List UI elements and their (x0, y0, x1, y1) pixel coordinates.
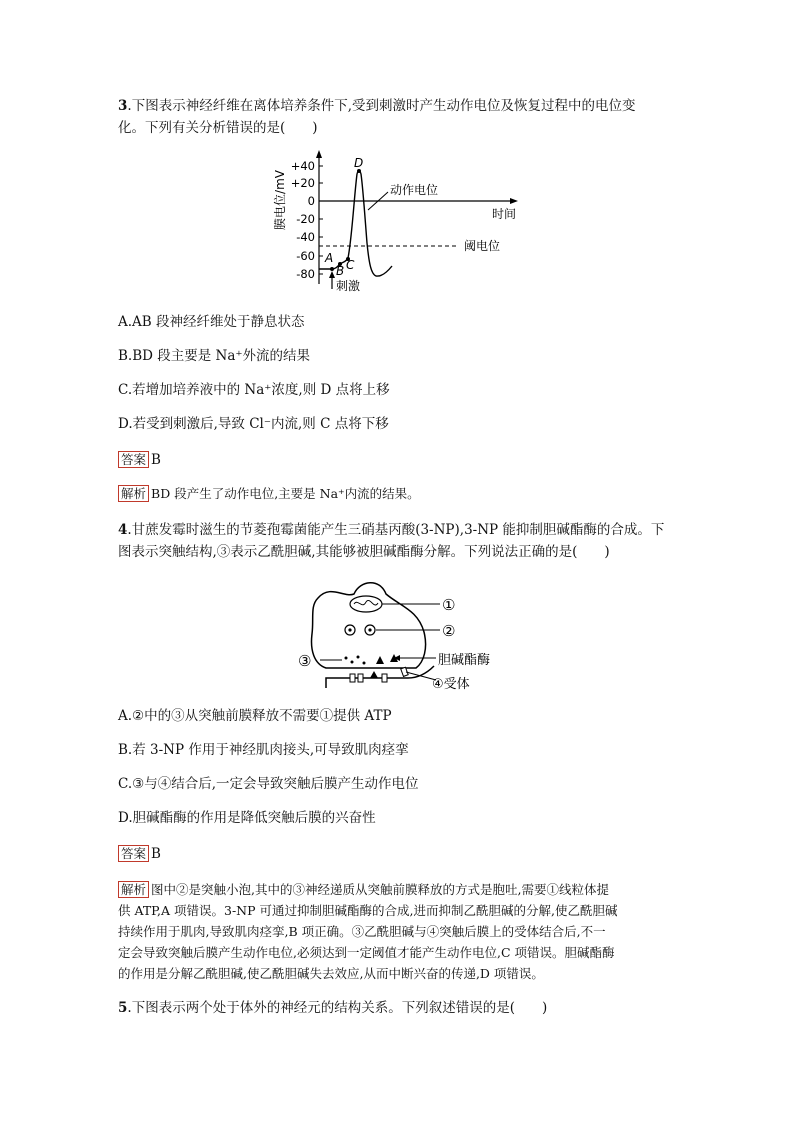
q4-answer-row (118, 844, 161, 864)
q3-stem-line2: 化。下列有关分析错误的是( ) (118, 120, 318, 136)
q4-explain-line3: 持续作用于肌肉,导致肌肉痉挛,B 项正确。③乙酰胆碱与④突触后膜上的受体结合后,不一 (118, 924, 606, 939)
q4-explain-line2: 供 ATP,A 项错误。3-NP 可通过抑制胆碱酯酶的合成,进而抑制乙酰胆碱的分解,使乙酰胆碱 (118, 903, 618, 918)
q3-ylabel: 膜电位/mV (273, 170, 287, 230)
q3-threshold-label: 阈电位 (464, 239, 501, 253)
q3-option-c: C.若增加培养液中的 Na⁺浓度,则 D 点将上移 (118, 382, 390, 398)
q5-stem-line1: 5.下图表示两个处于体外的神经元的结构关系。下列叙述错误的是( ) (118, 1000, 548, 1016)
q3-tick-p40: +40 (290, 159, 315, 173)
q3-point-a: A (325, 251, 334, 265)
q4-label-receptor: ④受体 (432, 677, 470, 692)
q4-explain-line5: 的作用是分解乙酰胆碱,使乙酰胆碱失去效应,从而中断兴奋的传递,D 项错误。 (118, 966, 544, 981)
q4-option-c: C.③与④结合后,一定会导致突触后膜产生动作电位 (118, 776, 419, 792)
q3-point-c: C (346, 258, 355, 272)
q4-number: 4 (118, 522, 128, 538)
q3-option-a: A.AB 段神经纤维处于静息状态 (118, 314, 305, 330)
q3-tick-0: 0 (307, 194, 315, 208)
q3-action-label: 动作电位 (390, 183, 439, 197)
q3-stimulus-label: 刺激 (336, 279, 361, 293)
q3-answer-tag: 答案 (118, 451, 149, 468)
q5-number: 5 (118, 1000, 128, 1016)
q3-xlabel: 时间 (492, 207, 517, 221)
q3-tick-m40: -40 (296, 230, 315, 244)
q3-point-b: B (336, 264, 345, 278)
q3-number: 3 (118, 98, 128, 114)
q3-tick-p20: +20 (290, 176, 315, 190)
q4-option-d: D.胆碱酯酶的作用是降低突触后膜的兴奋性 (118, 810, 376, 826)
q4-label-3: ③ (298, 652, 312, 670)
q3-answer-value: B (151, 452, 161, 468)
q3-option-d: D.若受到刺激后,导致 Cl⁻内流,则 C 点将下移 (118, 416, 389, 432)
q4-label-enzyme: 胆碱酯酶 (438, 653, 491, 668)
q4-stem-line2: 图表示突触结构,③表示乙酰胆碱,其能够被胆碱酯酶分解。下列说法正确的是( ) (118, 544, 610, 560)
q4-label-1: ① (442, 596, 456, 614)
q4-option-b: B.若 3-NP 作用于神经肌肉接头,可导致肌肉痉挛 (118, 742, 409, 758)
q4-label-2: ② (442, 622, 456, 640)
q3-point-d: D (354, 156, 364, 170)
q3-tick-m80: -80 (296, 267, 315, 281)
q3-option-b: B.BD 段主要是 Na⁺外流的结果 (118, 348, 311, 364)
q3-explain-tag: 解析 (118, 485, 149, 502)
q4-synapse-diagram (296, 576, 536, 696)
q3-explain-text: BD 段产生了动作电位,主要是 Na⁺内流的结果。 (151, 486, 420, 501)
q3-explain-row (118, 484, 420, 504)
q3-tick-m20: -20 (296, 212, 315, 226)
q4-explain-tag: 解析 (118, 881, 149, 898)
q4-option-a: A.②中的③从突触前膜释放不需要①提供 ATP (118, 708, 392, 724)
q3-tick-m60: -60 (296, 249, 315, 263)
q3-stem-line1: 3.下图表示神经纤维在离体培养条件下,受到刺激时产生动作电位及恢复过程中的电位变 (118, 98, 636, 114)
q3-answer-row (118, 450, 161, 470)
q4-stem-line1: 4.甘蔗发霉时滋生的节菱孢霉菌能产生三硝基丙酸(3-NP),3-NP 能抑制胆碱酯酶的合成。下 (118, 522, 665, 538)
q4-explain-line1: 解析 图中②是突触小泡,其中的③神经递质从突触前膜释放的方式是胞吐,需要①线粒体提 (118, 880, 609, 900)
q4-explain-line4: 定会导致突触后膜产生动作电位,必须达到一定阈值才能产生动作电位,C 项错误。胆碱酯酶 (118, 945, 615, 960)
q4-answer-value: B (151, 846, 161, 862)
q3-action-potential-graph (262, 148, 532, 298)
q4-answer-tag: 答案 (118, 845, 149, 862)
